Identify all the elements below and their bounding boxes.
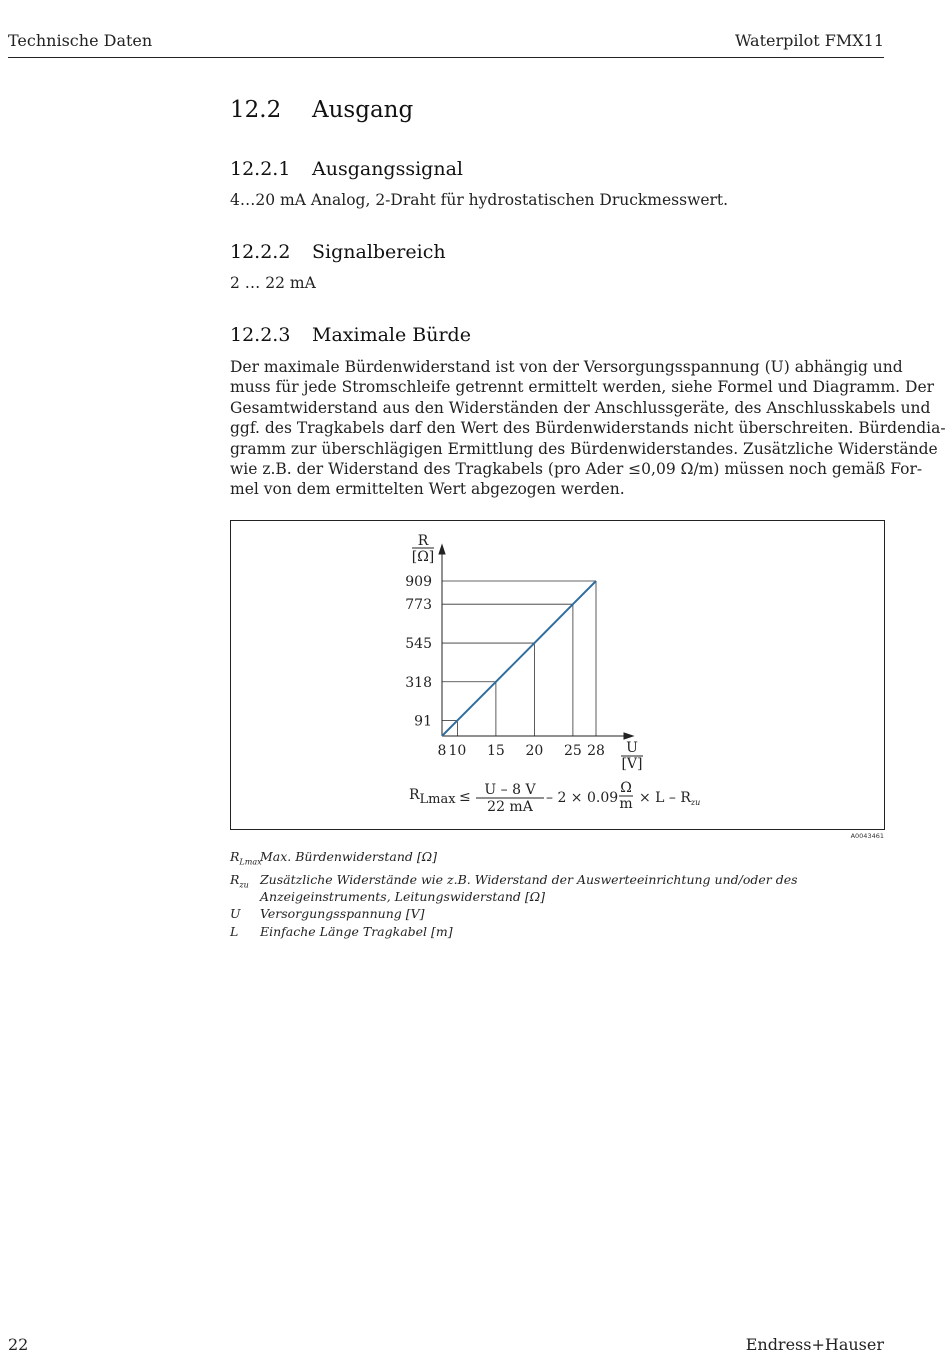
paragraph-signalbereich: 2 … 22 mA [230, 274, 316, 292]
y-tick-label: 773 [405, 597, 432, 614]
x-tick-label: 20 [525, 743, 544, 759]
x-axis-unit: [V] [621, 756, 643, 772]
y-axis-unit: [Ω] [411, 549, 435, 565]
paragraph-line: Der maximale Bürdenwiderstand ist von der Versorgungsspannung (U) abhängig und [230, 358, 903, 376]
x-axis-label: U [626, 740, 638, 756]
paragraph-buerde [230, 357, 946, 500]
subsection-heading [230, 158, 463, 180]
legend-row [230, 848, 885, 871]
x-tick-label: 15 [486, 743, 505, 759]
paragraph-line: mel von dem ermittelten Wert abgezogen werden. [230, 480, 625, 499]
y-tick-label: 545 [405, 636, 432, 653]
x-tick-label: 25 [563, 743, 582, 759]
legend-symbol: L [230, 923, 239, 939]
legend-text: Max. Bürdenwiderstand [Ω] [260, 849, 438, 864]
y-tick-label: 318 [405, 674, 432, 691]
formula-numerator: U – 8 V [484, 782, 536, 798]
formula-middle: – 2 × 0.09 [546, 790, 619, 806]
y-tick-label: 91 [414, 713, 432, 730]
legend-symbol: U [230, 906, 241, 922]
subsection-number: 12.2.1 [230, 158, 291, 180]
legend-row [230, 905, 885, 922]
paragraph-line: ggf. des Tragkabels darf den Wert des Bürdenwiderstands nicht überschreiten. Bürdendia- [230, 419, 946, 438]
y-axis-arrow [439, 545, 445, 554]
legend-symbol: $R_{zu}$ [230, 871, 249, 890]
load-formula [409, 780, 700, 815]
section-title: Ausgang [312, 97, 414, 123]
formula-unit-num: Ω [620, 780, 632, 796]
x-axis-arrow [624, 733, 633, 739]
section-number: 12.2 [230, 97, 282, 123]
x-tick-label: 8 [437, 743, 447, 759]
x-tick-label: 10 [448, 743, 467, 759]
subsection-title: Ausgangssignal [312, 158, 463, 180]
section-heading [230, 97, 413, 123]
subsection-title: Maximale Bürde [312, 324, 471, 346]
x-tick-label: 28 [587, 743, 605, 759]
legend-text: Versorgungsspannung [V] [260, 906, 425, 922]
figure-legend [230, 848, 885, 940]
paragraph-ausgangssignal: 4…20 mA Analog, 2-Draht für hydrostatischen Druckmesswert. [230, 191, 729, 209]
page-number: 22 [8, 1335, 29, 1354]
y-tick-label: 909 [405, 574, 432, 590]
legend-symbol: $R_{Lmax}$ [230, 849, 262, 867]
load-diagram-figure [230, 520, 885, 830]
legend-text: Zusätzliche Widerstände wie z.B. Widerstand der Auswerteeinrichtung und/oder des Anzeigeinstruments, Leitungswiderstand [Ω] [260, 871, 798, 905]
paragraph-line: muss für jede Stromschleife getrennt ermittelt werden, siehe Formel und Diagramm. Der [230, 378, 935, 397]
formula-leq: ≤ [459, 789, 471, 805]
subsection-number: 12.2.2 [230, 241, 291, 263]
paragraph-line: wie z.B. der Widerstand des Tragkabels (pro Ader ≤0,09 Ω/m) müssen noch gemäß For- [230, 460, 923, 479]
figure-id: A0043461 [850, 832, 884, 840]
load-diagram-chart [231, 521, 884, 829]
page-header-left: Technische Daten [8, 31, 153, 50]
paragraph-line: gramm zur überschlägigen Ermittlung des Bürdenwiderstandes. Zusätzliche Widerstände [230, 439, 938, 458]
formula-tail: × L – $R_{zu}$ [639, 790, 701, 807]
subsection-title: Signalbereich [312, 241, 446, 263]
legend-text: Einfache Länge Tragkabel [m] [260, 923, 453, 939]
subsection-heading [230, 324, 471, 346]
formula-lhs: RLmax [409, 787, 456, 807]
brand-name: Endress+Hauser [745, 1335, 884, 1354]
y-axis-label: R [417, 533, 429, 549]
subsection-number: 12.2.3 [230, 324, 291, 346]
header-rule [8, 57, 884, 58]
paragraph-line: Gesamtwiderstand aus den Widerständen der Anschlussgeräte, des Anschlusskabels und [230, 398, 931, 417]
subsection-heading [230, 241, 446, 263]
formula-unit-den: m [619, 796, 633, 812]
page-header-right: Waterpilot FMX11 [735, 31, 884, 50]
formula-denominator: 22 mA [487, 799, 533, 815]
legend-row [230, 923, 885, 940]
legend-row [230, 871, 885, 906]
